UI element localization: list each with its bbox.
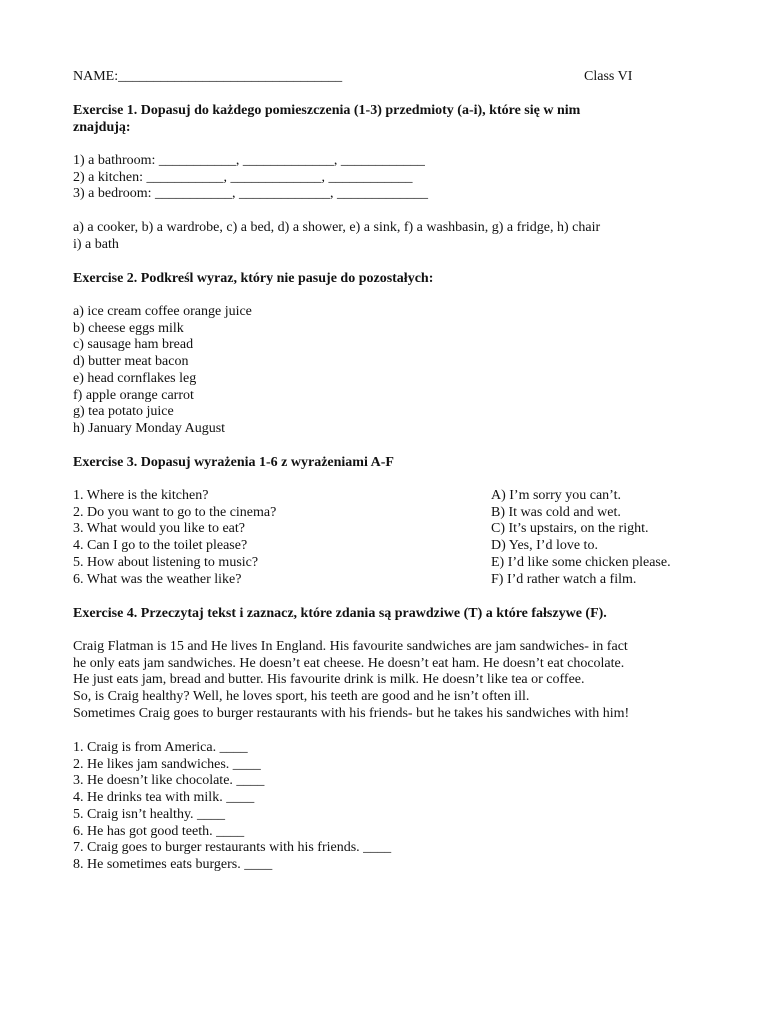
exercise-3-questions xyxy=(73,488,276,588)
statement-item: 6. He has got good teeth. ____ xyxy=(73,823,245,839)
name-field: NAME:________________________________ xyxy=(73,69,343,84)
text-line: Craig Flatman is 15 and He lives In England. His favourite sandwiches are jam sandwiches- in fact xyxy=(73,639,628,654)
exercise-4-statements xyxy=(73,740,391,874)
question-item: 2. Do you want to go to the cinema? xyxy=(73,504,277,520)
exercise-3-title: Exercise 3. Dopasuj wyrażenia 1-6 z wyrażeniami A-F xyxy=(73,455,394,470)
text-line: He just eats jam, bread and butter. His favourite drink is milk. He doesn’t like tea or coffee. xyxy=(73,672,585,688)
statement-item: 1. Craig is from America. ____ xyxy=(73,740,248,755)
exercise-2-list xyxy=(73,304,252,438)
question-item: 5. How about listening to music? xyxy=(73,554,259,570)
statement-item: 7. Craig goes to burger restaurants with his friends. ____ xyxy=(73,840,392,856)
answer-item: A) I’m sorry you can’t. xyxy=(491,488,621,503)
list-item: e) head cornflakes leg xyxy=(73,370,197,386)
exercise-3-answers xyxy=(491,488,671,588)
answer-item: E) I’d like some chicken please. xyxy=(491,554,671,570)
statement-item: 4. He drinks tea with milk. ____ xyxy=(73,790,255,806)
exercise-4-reading-text xyxy=(73,639,629,723)
exercise-1-rooms xyxy=(73,153,428,203)
exercise-1-items-line-1: a) a cooker, b) a wardrobe, c) a bed, d) a shower, e) a sink, f) a washbasin, g) a fridge, h) chair xyxy=(73,220,601,235)
question-item: 1. Where is the kitchen? xyxy=(73,488,209,503)
answer-item: C) It’s upstairs, on the right. xyxy=(491,521,649,537)
statement-item: 5. Craig isn’t healthy. ____ xyxy=(73,806,226,822)
question-item: 4. Can I go to the toilet please? xyxy=(73,538,248,554)
room-line: 1) a bathroom: ___________, _____________, ____________ xyxy=(73,153,425,168)
question-item: 6. What was the weather like? xyxy=(73,571,242,587)
exercise-4-title: Exercise 4. Przeczytaj tekst i zaznacz, które zdania są prawdziwe (T) a które fałszywe (F). xyxy=(73,606,607,621)
answer-item: D) Yes, I’d love to. xyxy=(491,538,598,554)
list-item: b) cheese eggs milk xyxy=(73,320,184,336)
class-label: Class VI xyxy=(584,69,633,84)
question-item: 3. What would you like to eat? xyxy=(73,521,245,537)
statement-item: 2. He likes jam sandwiches. ____ xyxy=(73,756,261,772)
list-item: d) butter meat bacon xyxy=(73,354,189,370)
text-line: Sometimes Craig goes to burger restaurants with his friends- but he takes his sandwiches with him! xyxy=(73,705,630,721)
text-line: he only eats jam sandwiches. He doesn’t eat cheese. He doesn’t eat ham. He doesn’t eat chocolate. xyxy=(73,655,625,671)
text-line: So, is Craig healthy? Well, he loves sport, his teeth are good and he isn’t often ill. xyxy=(73,689,530,705)
exercise-1-title-line-1: Exercise 1. Dopasuj do każdego pomieszczenia (1-3) przedmioty (a-i), które się w nim xyxy=(73,103,581,118)
exercise-2-title: Exercise 2. Podkreśl wyraz, który nie pasuje do pozostałych: xyxy=(73,271,434,286)
exercise-1-title-line-2: znajdują: xyxy=(73,120,131,135)
statement-item: 8. He sometimes eats burgers. ____ xyxy=(73,856,273,872)
answer-item: F) I’d rather watch a film. xyxy=(491,571,637,587)
statement-item: 3. He doesn’t like chocolate. ____ xyxy=(73,773,265,789)
room-line: 2) a kitchen: ___________, _____________, ____________ xyxy=(73,169,413,185)
list-item: g) tea potato juice xyxy=(73,404,174,420)
exercise-1-items-line-2: i) a bath xyxy=(73,237,119,252)
room-line: 3) a bedroom: ___________, _____________, _____________ xyxy=(73,186,429,202)
list-item: a) ice cream coffee orange juice xyxy=(73,304,252,319)
list-item: h) January Monday August xyxy=(73,420,226,436)
list-item: f) apple orange carrot xyxy=(73,387,194,403)
answer-item: B) It was cold and wet. xyxy=(491,504,621,520)
list-item: c) sausage ham bread xyxy=(73,337,194,353)
